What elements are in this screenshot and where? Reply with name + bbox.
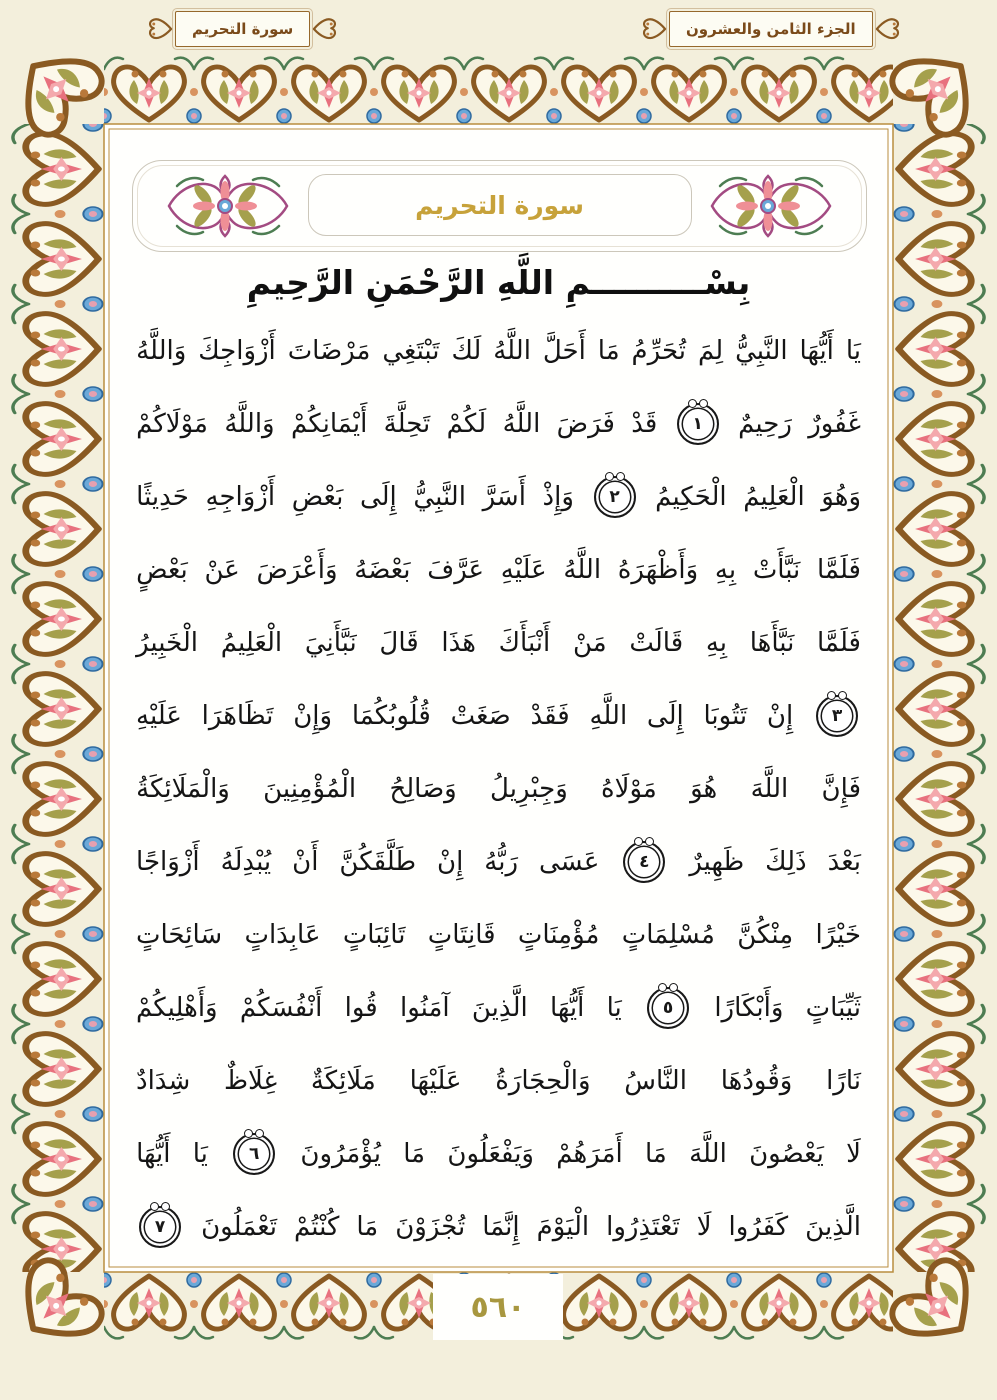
- ayah-text-word: تَعْتَذِرُوا: [606, 1211, 680, 1242]
- quran-line: [136, 1117, 861, 1190]
- ayah-text-word: مُؤْمِنَاتٍ: [517, 919, 600, 950]
- surah-title-plaque: [132, 160, 867, 252]
- ayah-text-word: وَأَهْلِيكُمْ: [136, 992, 218, 1023]
- ayah-text-word: تَظَاهَرَا: [201, 700, 274, 731]
- ayah-text-word: وَجِبْرِيلُ: [490, 773, 568, 804]
- ayah-text-word: مَلَائِكَةٌ: [310, 1065, 376, 1096]
- ayah-text-word: أَيُّهَا: [136, 1138, 171, 1169]
- ayah-text-word: نَبَّأَنِيَ: [304, 627, 357, 658]
- ayah-text-word: هَذَا: [441, 627, 476, 658]
- ayah-text-word: لَا: [696, 1211, 712, 1242]
- header-surah-label: سورة التحريم: [175, 11, 310, 47]
- ayah-text-word: أَزْوَاجًا: [136, 846, 200, 877]
- quran-line: [136, 606, 861, 679]
- ayah-text-word: مَوْلَاهُ: [601, 773, 657, 804]
- quran-line: [136, 1190, 861, 1263]
- quran-line: [136, 679, 861, 752]
- heart-bracket-icon: [874, 9, 900, 49]
- ayah-text-word: اللَّهِ: [589, 700, 628, 731]
- ayah-text-word: غَفُورٌ: [808, 408, 861, 439]
- ayah-text-word: الْعَلِيمُ: [743, 481, 805, 512]
- ayah-marker: ٥: [647, 987, 689, 1029]
- ayah-text-word: قَالَ: [379, 627, 419, 658]
- ayah-text-word: سَائِحَاتٍ: [136, 919, 223, 950]
- ayah-text-word: النَّبِيُّ: [413, 481, 466, 512]
- ayah-text-word: قَدْ: [631, 408, 658, 439]
- ayah-text-word: لَا: [846, 1138, 861, 1169]
- header-surah-cartouche: [148, 8, 337, 50]
- ayah-text-word: يَعْصُونَ: [749, 1138, 824, 1169]
- ayah-text-word: عَرَّفَ: [427, 554, 485, 585]
- ayah-text-word: النَّبِيُّ: [735, 335, 788, 366]
- heart-bracket-icon: [642, 9, 668, 49]
- ayah-text-word: قَالَتْ: [629, 627, 684, 658]
- ayah-text-word: تَحِلَّةَ: [383, 408, 431, 439]
- ayah-text-word: يُبْدِلَهُ: [220, 846, 272, 877]
- ayah-marker: ٣: [816, 695, 858, 737]
- ayah-text-word: يُؤْمَرُونَ: [300, 1138, 381, 1169]
- ayah-text-word: مَا: [403, 1138, 426, 1169]
- ayah-text-word: صَغَتْ: [450, 700, 511, 731]
- border-strip-top: [104, 54, 893, 124]
- ayah-text-word: أَنْ: [292, 846, 319, 877]
- ayah-text-word: إِنْ: [766, 700, 794, 731]
- floral-rosette-icon: [163, 168, 293, 244]
- quran-line: [136, 460, 861, 533]
- ayah-text-word: وَهُوَ: [821, 481, 861, 512]
- ayah-text-word: مِنْكُنَّ: [737, 919, 794, 950]
- ayah-text-word: فَإِنَّ: [821, 773, 861, 804]
- ayah-text-word: يَا: [192, 1138, 208, 1169]
- ayah-text-word: أَزْوَاجِكَ: [198, 335, 276, 366]
- ayah-text-word: كُنْتُمْ: [294, 1211, 340, 1242]
- ayah-text-word: غِلَاظٌ: [223, 1065, 278, 1096]
- ayah-text-word: وَصَالِحُ: [389, 773, 457, 804]
- ayah-text-word: يَا: [845, 335, 861, 366]
- ayah-text-word: بِهِ: [714, 554, 737, 585]
- ayah-text-word: أَيُّهَا: [799, 335, 834, 366]
- ayah-text-word: كَفَرُوا: [728, 1211, 789, 1242]
- heart-bracket-icon: [148, 9, 174, 49]
- ayah-text-word: عَسَى: [539, 846, 600, 877]
- ayah-marker: ٧: [139, 1206, 181, 1248]
- border-strip-left: [8, 124, 104, 1272]
- quran-line: [136, 825, 861, 898]
- quran-lines: [136, 314, 861, 1263]
- ayah-text-word: إِلَى: [359, 481, 397, 512]
- ayah-text-word: خَيْرًا: [815, 919, 861, 950]
- ayah-text-word: نَبَّأَتْ: [752, 554, 801, 585]
- ayah-text-word: إِنَّمَا: [482, 1211, 520, 1242]
- ayah-text-word: يَا: [606, 992, 622, 1023]
- ayah-text-word: فَرَضَ: [556, 408, 615, 439]
- ayah-text-word: بَعْضِ: [291, 481, 344, 512]
- page-number: ٥٦٠: [470, 1289, 526, 1325]
- ayah-text-word: هُوَ: [690, 773, 718, 804]
- ayah-text-word: مَا: [645, 1138, 667, 1169]
- quran-line: [136, 387, 861, 460]
- ayah-text-word: تَائِبَاتٍ: [342, 919, 406, 950]
- ayah-text-word: تَعْمَلُونَ: [201, 1211, 278, 1242]
- page-number-box: [433, 1274, 563, 1340]
- quran-line: [136, 314, 861, 387]
- ayah-text-word: آمَنُوا: [399, 992, 450, 1023]
- quran-line: [136, 898, 861, 971]
- quran-line: [136, 533, 861, 606]
- ayah-text-word: وَأَظْهَرَهُ: [617, 554, 699, 585]
- ayah-text-word: تَتُوبَا: [703, 700, 748, 731]
- ayah-text-word: فَلَمَّا: [817, 554, 861, 585]
- ayah-text-word: وَإِذْ: [542, 481, 574, 512]
- ayah-text-word: النَّاسُ: [624, 1065, 687, 1096]
- ayah-text-word: الَّذِينَ: [805, 1211, 861, 1242]
- ayah-text-word: وَقُودُهَا: [720, 1065, 793, 1096]
- ayah-text-word: وَالْمَلَائِكَةُ: [136, 773, 230, 804]
- ayah-text-word: عَابِدَاتٍ: [244, 919, 321, 950]
- ayah-text-word: مَوْلَاكُمْ: [136, 408, 208, 439]
- ayah-text-word: رَحِيمٌ: [738, 408, 792, 439]
- ayah-text-word: قُوا: [344, 992, 378, 1023]
- ayah-text-word: أَسَرَّ: [482, 481, 526, 512]
- ayah-text-word: عَلَيْهِ: [136, 700, 182, 731]
- ayah-text-word: تَبْتَغِي: [382, 335, 440, 366]
- ayah-text-word: بِهِ: [705, 627, 728, 658]
- floral-rosette-icon: [706, 168, 836, 244]
- ayah-text-word: مَرْضَاتَ: [287, 335, 371, 366]
- ayah-marker: ٤: [623, 841, 665, 883]
- ayah-text-word: اللَّهَ: [750, 773, 789, 804]
- ayah-text-word: أَزْوَاجِهِ: [205, 481, 276, 512]
- ayah-text-word: ظَهِيرٌ: [689, 846, 745, 877]
- ayah-text-word: الْحَكِيمُ: [655, 481, 727, 512]
- ayah-text-word: الْعَلِيمُ: [220, 627, 283, 658]
- ayah-text-word: عَلَيْهَا: [409, 1065, 462, 1096]
- ayah-text-word: وَيَفْعَلُونَ: [447, 1138, 534, 1169]
- ayah-text-word: أَحَلَّ: [542, 335, 586, 366]
- ayah-text-word: قُلُوبُكُمَا: [351, 700, 431, 731]
- ayah-text-word: وَاللَّهُ: [224, 408, 275, 439]
- header-juz-cartouche: [642, 8, 900, 50]
- ayah-text-word: ذَلِكَ: [765, 846, 807, 877]
- ayah-text-word: إِلَى: [646, 700, 684, 731]
- basmala: بِسْــــــــــمِ اللَّهِ الرَّحْمَنِ الرَّحِيمِ: [246, 262, 751, 302]
- ayah-text-word: اللَّهُ: [563, 554, 602, 585]
- ayah-text-word: حَدِيثًا: [136, 481, 189, 512]
- ayah-text-word: الْخَبِيرُ: [136, 627, 199, 658]
- ayah-text-word: بَعْدَ: [827, 846, 861, 877]
- ayah-text-word: مَا: [356, 1211, 379, 1242]
- surah-title: سورة التحريم: [308, 174, 692, 236]
- border-strip-right: [893, 124, 989, 1272]
- ayah-text-word: قَانِتَاتٍ: [427, 919, 496, 950]
- heart-bracket-icon: [311, 9, 337, 49]
- ayah-marker: ١: [677, 403, 719, 445]
- ayah-text-word: اللَّهَ: [689, 1138, 727, 1169]
- ayah-text-word: عَنْ: [204, 554, 240, 585]
- ayah-text-word: مُسْلِمَاتٍ: [621, 919, 715, 950]
- ayah-text-word: أَمَرَهُمْ: [556, 1138, 623, 1169]
- ayah-text-word: شِدَادٌ: [136, 1065, 191, 1096]
- ayah-text-word: الَّذِينَ: [471, 992, 528, 1023]
- ayah-text-word: ثَيِّبَاتٍ: [805, 992, 861, 1023]
- header-juz-label: الجزء الثامن والعشرون: [669, 11, 873, 47]
- ayah-text-word: عَلَيْهِ: [500, 554, 547, 585]
- ayah-text-word: لَكَ: [451, 335, 482, 366]
- ayah-text-word: طَلَّقَكُنَّ: [339, 846, 417, 877]
- ayah-text-word: وَأَعْرَضَ: [256, 554, 338, 585]
- ayah-text-word: الْمُؤْمِنِينَ: [263, 773, 357, 804]
- ayah-text-word: لِمَ: [697, 335, 724, 366]
- ayah-text-word: بَعْضَهُ: [354, 554, 411, 585]
- quran-line: [136, 971, 861, 1044]
- ayah-text-word: وَإِنْ: [293, 700, 333, 731]
- ayah-text-word: تُجْزَوْنَ: [395, 1211, 466, 1242]
- ayah-text-word: تُحَرِّمُ: [631, 335, 687, 366]
- quran-line: [136, 1044, 861, 1117]
- ayah-marker: ٦: [233, 1133, 275, 1175]
- ayah-text-word: فَلَمَّا: [817, 627, 861, 658]
- ayah-text-word: وَأَبْكَارًا: [714, 992, 784, 1023]
- ayah-text-word: أَيْمَانِكُمْ: [290, 408, 368, 439]
- ayah-text-word: فَقَدْ: [530, 700, 570, 731]
- ayah-text-word: أَنْفُسَكُمْ: [239, 992, 323, 1023]
- ayah-text-word: إِنْ: [437, 846, 464, 877]
- ayah-text-word: اللَّهُ: [502, 408, 541, 439]
- ayah-text-word: وَاللَّهُ: [136, 335, 187, 366]
- ayah-text-word: أَنْبَأَكَ: [498, 627, 551, 658]
- ayah-text-word: لَكُمْ: [446, 408, 487, 439]
- ayah-text-word: نَارًا: [826, 1065, 861, 1096]
- ayah-text-word: مَا: [597, 335, 620, 366]
- ayah-text-word: مَنْ: [572, 627, 607, 658]
- ayah-text-word: الْيَوْمَ: [536, 1211, 590, 1242]
- ayah-text-word: وَالْحِجَارَةُ: [495, 1065, 591, 1096]
- ayah-text-word: أَيُّهَا: [549, 992, 585, 1023]
- ayah-marker: ٢: [594, 476, 636, 518]
- ayah-text-word: رَبُّهُ: [484, 846, 519, 877]
- ayah-text-word: نَبَّأَهَا: [749, 627, 795, 658]
- ayah-text-word: بَعْضٍ: [136, 554, 188, 585]
- ayah-text-word: اللَّهُ: [493, 335, 531, 366]
- quran-line: [136, 752, 861, 825]
